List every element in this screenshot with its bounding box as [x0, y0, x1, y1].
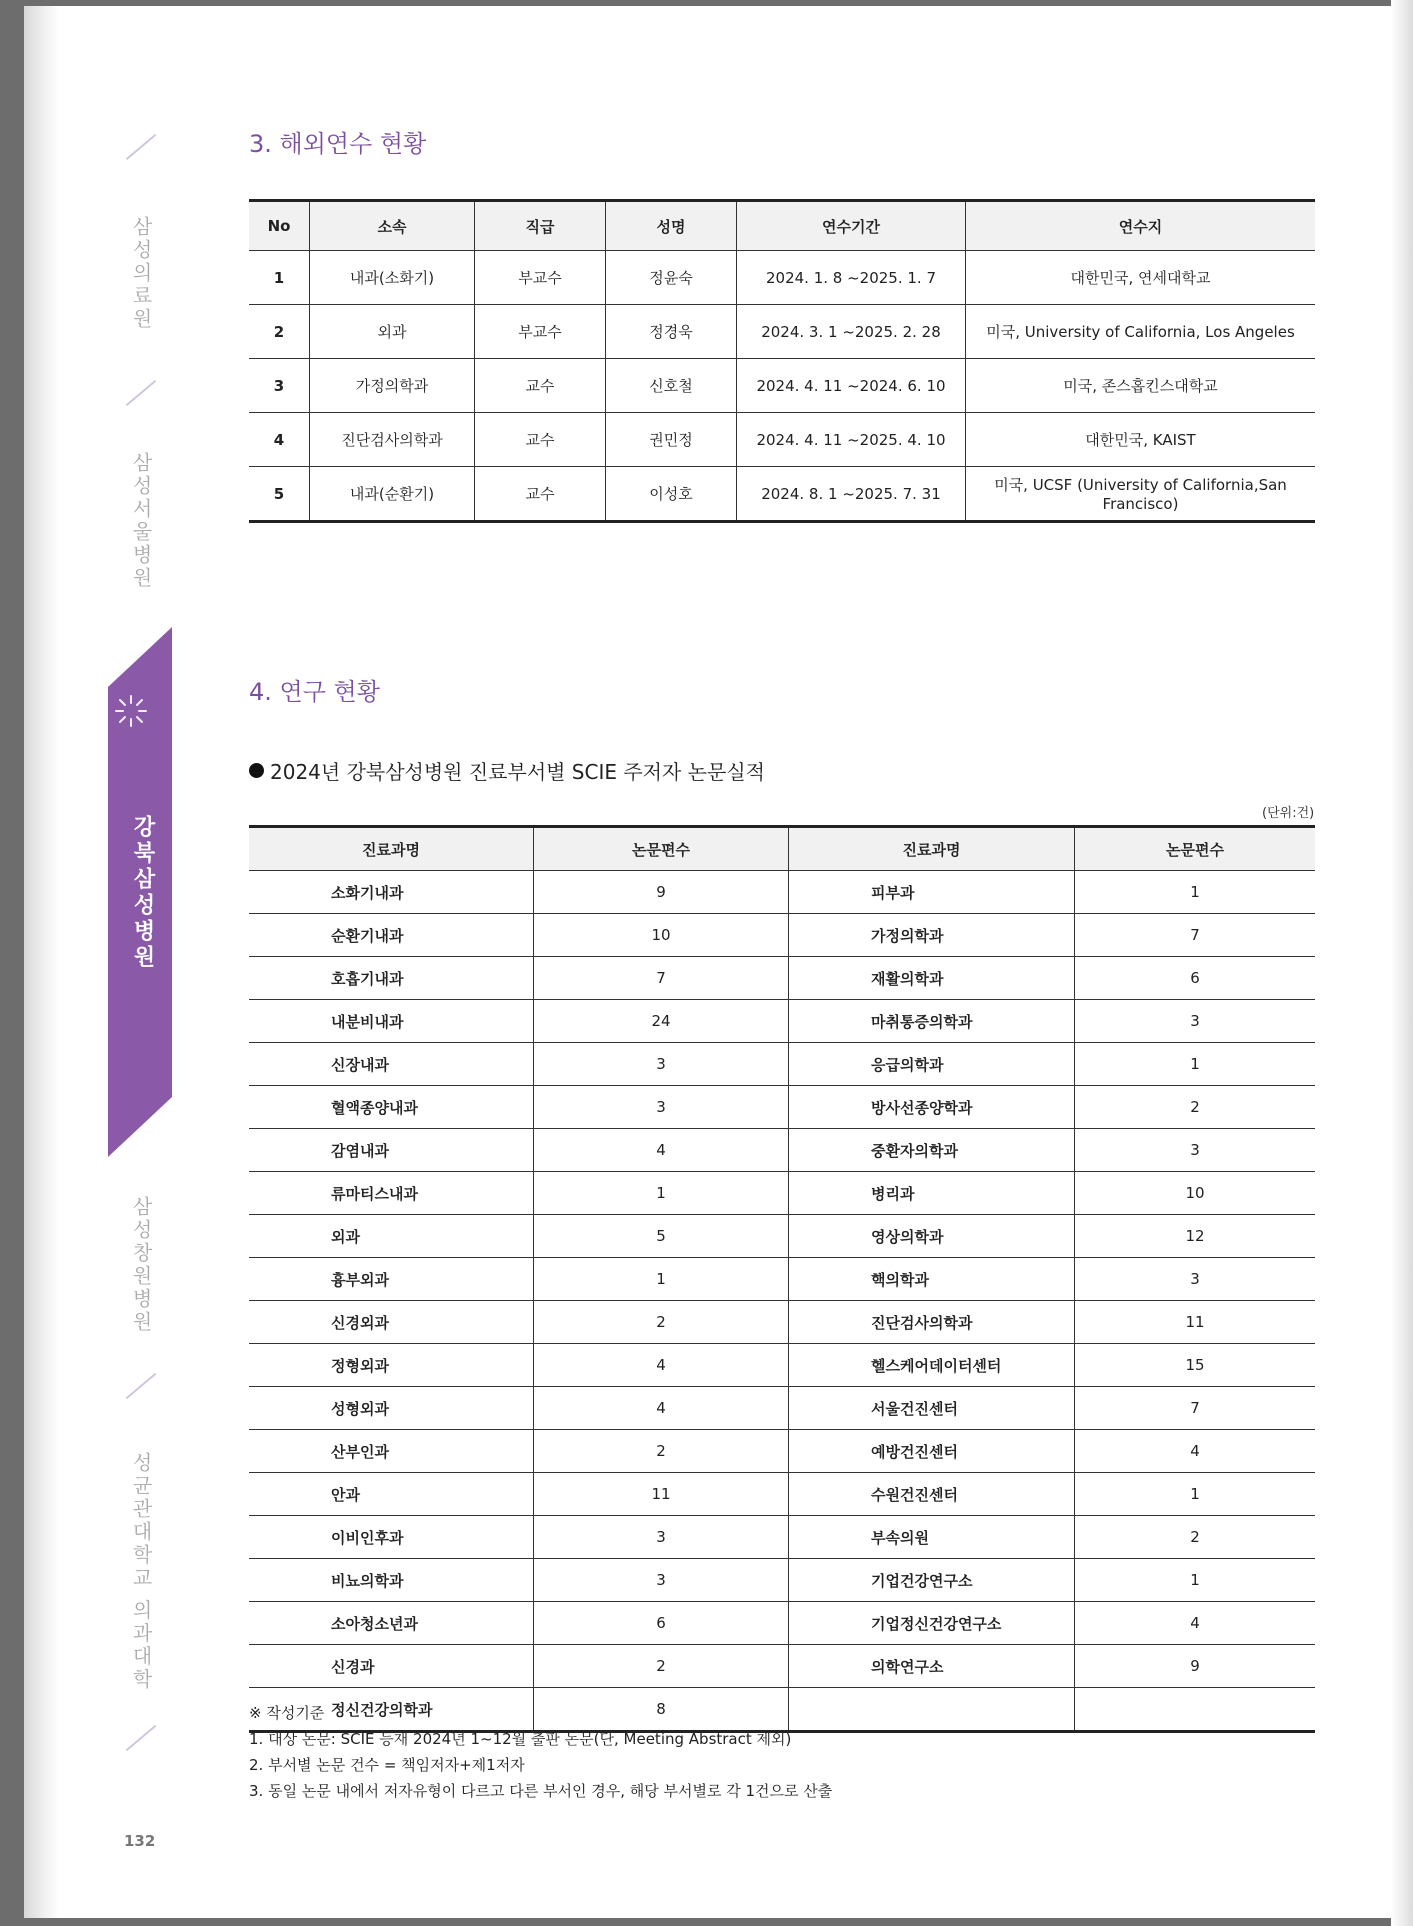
note-line: ※ 작성기준: [249, 1704, 325, 1722]
paper-count-cell: 10: [1075, 1172, 1316, 1215]
table-cell: 5: [249, 467, 310, 522]
dept-name-cell: 성형외과: [249, 1387, 534, 1430]
col-header-name: 성명: [606, 201, 737, 251]
dept-name-cell: 기업건강연구소: [789, 1559, 1075, 1602]
page-number: 132: [124, 1832, 156, 1850]
col-header-location: 연수지: [966, 201, 1316, 251]
paper-count-cell: [1075, 1688, 1316, 1732]
paper-count-table: [249, 825, 1315, 1733]
table-row: [249, 1172, 1315, 1215]
sparkle-icon: [114, 694, 148, 728]
table-row: [249, 1516, 1315, 1559]
dept-name-cell: 피부과: [789, 871, 1075, 914]
book-spine: [24, 6, 60, 1918]
sidebar-item-samsung-medical[interactable]: 삼성의료원: [129, 216, 153, 331]
paper-count-cell: 7: [1075, 914, 1316, 957]
paper-count-cell: 1: [1075, 1473, 1316, 1516]
paper-count-cell: 24: [534, 1000, 789, 1043]
dept-name-cell: 마취통증의학과: [789, 1000, 1075, 1043]
dept-name-cell: 서울건진센터: [789, 1387, 1075, 1430]
col-header-rank: 직급: [475, 201, 606, 251]
table-row: [249, 1430, 1315, 1473]
paper-count-cell: 6: [1075, 957, 1316, 1000]
table-row: [249, 1344, 1315, 1387]
col-header-papers-2: 논문편수: [1075, 827, 1316, 871]
dept-name-cell: 이비인후과: [249, 1516, 534, 1559]
table-cell: 4: [249, 413, 310, 467]
paper-count-cell: 2: [534, 1301, 789, 1344]
section-title-overseas-training: 3. 해외연수 현황: [249, 130, 427, 158]
table-cell: 미국, UCSF (University of California,San Francisco): [966, 467, 1316, 522]
table-row: [249, 957, 1315, 1000]
table-cell: 2024. 1. 8 ~2025. 1. 7: [737, 251, 966, 305]
unit-label: (단위:건): [1262, 806, 1315, 821]
paper-count-cell: 9: [534, 871, 789, 914]
paper-count-cell: 10: [534, 914, 789, 957]
table-cell: 부교수: [475, 305, 606, 359]
table-row: [249, 914, 1315, 957]
notes: [249, 1700, 832, 1804]
col-header-papers: 논문편수: [534, 827, 789, 871]
paper-count-cell: 3: [1075, 1000, 1316, 1043]
dept-name-cell: 안과: [249, 1473, 534, 1516]
table-cell: 2024. 3. 1 ~2025. 2. 28: [737, 305, 966, 359]
dept-name-cell: 신경외과: [249, 1301, 534, 1344]
table-cell: 2024. 4. 11 ~2024. 6. 10: [737, 359, 966, 413]
chart-subtitle: [249, 756, 765, 785]
paper-count-cell: 15: [1075, 1344, 1316, 1387]
table-cell: 대한민국, KAIST: [966, 413, 1316, 467]
table-row: [249, 413, 1315, 467]
paper-count-cell: 3: [534, 1559, 789, 1602]
col-header-dept: 진료과명: [249, 827, 534, 871]
table-row: [249, 251, 1315, 305]
table-cell: 2: [249, 305, 310, 359]
table-cell: 권민정: [606, 413, 737, 467]
table-row: [249, 359, 1315, 413]
paper-count-cell: 6: [534, 1602, 789, 1645]
table-cell: 2024. 8. 1 ~2025. 7. 31: [737, 467, 966, 522]
table-row: [249, 305, 1315, 359]
dept-name-cell: 신경과: [249, 1645, 534, 1688]
dept-name-cell: 핵의학과: [789, 1258, 1075, 1301]
table-row: [249, 1387, 1315, 1430]
note-line: 1. 대상 논문: SCIE 등재 2024년 1~12월 출판 논문(단, Meeting Abstract 제외): [249, 1730, 792, 1748]
dept-name-cell: 소아청소년과: [249, 1602, 534, 1645]
table-cell: 진단검사의학과: [310, 413, 475, 467]
paper-count-cell: 3: [534, 1043, 789, 1086]
dept-name-cell: 헬스케어데이터센터: [789, 1344, 1075, 1387]
table-cell: 부교수: [475, 251, 606, 305]
table-cell: 교수: [475, 413, 606, 467]
dept-name-cell: 기업정신건강연구소: [789, 1602, 1075, 1645]
dept-name-cell: 응급의학과: [789, 1043, 1075, 1086]
bullet-icon: [249, 763, 264, 778]
table-row: [249, 467, 1315, 522]
paper-count-cell: 7: [1075, 1387, 1316, 1430]
col-header-no: No: [249, 201, 310, 251]
table-row: [249, 1473, 1315, 1516]
paper-count-cell: 4: [1075, 1430, 1316, 1473]
table-row: [249, 871, 1315, 914]
table-cell: 가정의학과: [310, 359, 475, 413]
dept-name-cell: 정형외과: [249, 1344, 534, 1387]
dept-name-cell: 수원건진센터: [789, 1473, 1075, 1516]
sidebar-item-samsung-changwon[interactable]: 삼성창원병원: [129, 1196, 153, 1334]
table-row: [249, 1602, 1315, 1645]
paper-count-cell: 3: [1075, 1129, 1316, 1172]
dept-name-cell: 감염내과: [249, 1129, 534, 1172]
dept-name-cell: 류마티스내과: [249, 1172, 534, 1215]
dept-name-cell: 의학연구소: [789, 1645, 1075, 1688]
dept-name-cell: 가정의학과: [789, 914, 1075, 957]
table-row: [249, 1258, 1315, 1301]
overseas-training-table: [249, 199, 1315, 523]
table-row: [249, 1301, 1315, 1344]
paper-count-cell: 1: [1075, 871, 1316, 914]
note-line: 2. 부서별 논문 건수 = 책임저자+제1저자: [249, 1756, 525, 1774]
table-cell: 교수: [475, 359, 606, 413]
paper-count-cell: 1: [534, 1172, 789, 1215]
sidebar-item-kangbuk-samsung[interactable]: 강북삼성병원: [130, 815, 155, 971]
dept-name-cell: 예방건진센터: [789, 1430, 1075, 1473]
dept-name-cell: 혈액종양내과: [249, 1086, 534, 1129]
sidebar-item-skku-medicine[interactable]: 성균관대학교 의과대학: [129, 1452, 153, 1692]
dept-name-cell: 흉부외과: [249, 1258, 534, 1301]
dept-name-cell: 영상의학과: [789, 1215, 1075, 1258]
dept-name-cell: 방사선종양학과: [789, 1086, 1075, 1129]
paper-count-cell: 4: [534, 1344, 789, 1387]
paper-count-cell: 5: [534, 1215, 789, 1258]
sidebar-item-samsung-seoul[interactable]: 삼성서울병원: [129, 452, 153, 590]
paper-count-cell: 1: [534, 1258, 789, 1301]
note-line: 3. 동일 논문 내에서 저자유형이 다르고 다른 부서인 경우, 해당 부서별로 각 1건으로 산출: [249, 1782, 833, 1800]
section-title-research: 4. 연구 현황: [249, 678, 380, 706]
table-cell: 3: [249, 359, 310, 413]
paper-count-cell: 4: [534, 1129, 789, 1172]
table-cell: 내과(순환기): [310, 467, 475, 522]
dept-name-cell: 내분비내과: [249, 1000, 534, 1043]
table-cell: 미국, University of California, Los Angeles: [966, 305, 1316, 359]
paper-count-cell: 4: [1075, 1602, 1316, 1645]
paper-count-cell: 7: [534, 957, 789, 1000]
table-cell: 신호철: [606, 359, 737, 413]
dept-name-cell: 호흡기내과: [249, 957, 534, 1000]
table-cell: 정윤숙: [606, 251, 737, 305]
table-cell: 1: [249, 251, 310, 305]
paper-count-cell: 8: [534, 1688, 789, 1732]
col-header-period: 연수기간: [737, 201, 966, 251]
col-header-affiliation: 소속: [310, 201, 475, 251]
table-row: [249, 1000, 1315, 1043]
paper-count-cell: 3: [1075, 1258, 1316, 1301]
dept-name-cell: 소화기내과: [249, 871, 534, 914]
paper-count-cell: 2: [534, 1430, 789, 1473]
paper-count-cell: 11: [534, 1473, 789, 1516]
subtitle-text: 2024년 강북삼성병원 진료부서별 SCIE 주저자 논문실적: [270, 760, 765, 784]
dept-name-cell: 산부인과: [249, 1430, 534, 1473]
table-cell: 교수: [475, 467, 606, 522]
paper-count-cell: 12: [1075, 1215, 1316, 1258]
paper-count-cell: 2: [534, 1645, 789, 1688]
table-cell: 2024. 4. 11 ~2025. 4. 10: [737, 413, 966, 467]
paper-count-cell: 1: [1075, 1043, 1316, 1086]
paper-count-cell: 2: [1075, 1516, 1316, 1559]
dept-name-cell: 중환자의학과: [789, 1129, 1075, 1172]
dept-name-cell: 재활의학과: [789, 957, 1075, 1000]
table-cell: 정경욱: [606, 305, 737, 359]
table-row: [249, 1645, 1315, 1688]
paper-count-cell: 9: [1075, 1645, 1316, 1688]
page-edge-shadow: [1391, 0, 1413, 1926]
dept-name-cell: 외과: [249, 1215, 534, 1258]
dept-name-cell: 순환기내과: [249, 914, 534, 957]
dept-name-cell: 부속의원: [789, 1516, 1075, 1559]
dept-name-cell: 진단검사의학과: [789, 1301, 1075, 1344]
table-cell: 미국, 존스홉킨스대학교: [966, 359, 1316, 413]
paper-count-cell: 1: [1075, 1559, 1316, 1602]
table-row: [249, 1043, 1315, 1086]
dept-name-cell: 비뇨의학과: [249, 1559, 534, 1602]
dept-name-cell: 병리과: [789, 1172, 1075, 1215]
table-row: [249, 1129, 1315, 1172]
table-row: [249, 1086, 1315, 1129]
table-cell: 외과: [310, 305, 475, 359]
paper-count-cell: 3: [534, 1516, 789, 1559]
table-cell: 내과(소화기): [310, 251, 475, 305]
table-cell: 이성호: [606, 467, 737, 522]
paper-count-cell: 2: [1075, 1086, 1316, 1129]
dept-name-cell: 정신건강의학과: [249, 1688, 534, 1732]
paper-count-cell: 3: [534, 1086, 789, 1129]
paper-count-cell: 4: [534, 1387, 789, 1430]
table-row: [249, 1215, 1315, 1258]
paper-count-cell: 11: [1075, 1301, 1316, 1344]
table-row: [249, 1559, 1315, 1602]
col-header-dept-2: 진료과명: [789, 827, 1075, 871]
dept-name-cell: 신장내과: [249, 1043, 534, 1086]
table-cell: 대한민국, 연세대학교: [966, 251, 1316, 305]
